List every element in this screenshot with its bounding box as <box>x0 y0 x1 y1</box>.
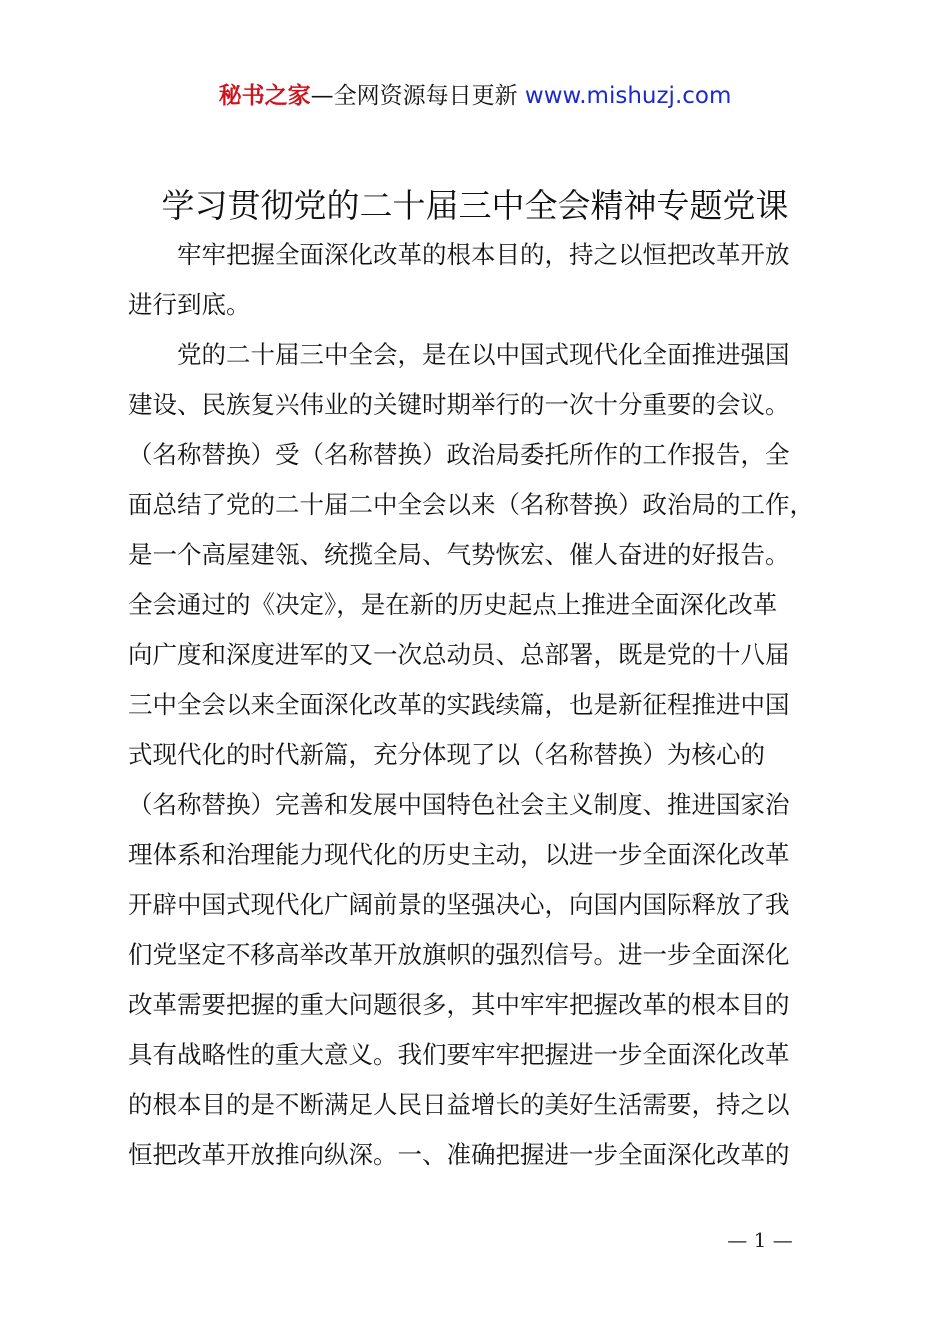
body-line: （名称替换）受（名称替换）政治局委托所作的工作报告，全 <box>128 440 790 469</box>
body-line: 的根本目的是不断满足人民日益增长的美好生活需要，持之以 <box>128 1090 790 1119</box>
body-line: 面总结了党的二十届二中全会以来（名称替换）政治局的工作， <box>128 490 814 519</box>
body-line: 式现代化的时代新篇，充分体现了以（名称替换）为核心的 <box>128 740 765 769</box>
body-line: 党的二十届三中全会，是在以中国式现代化全面推进强国 <box>128 340 790 369</box>
site-url-link[interactable]: www.mishuzj.com <box>524 83 732 109</box>
site-brand: 秘书之家 <box>218 83 311 109</box>
page-number: — 1 — <box>727 1228 793 1252</box>
body-line: 进行到底。 <box>128 290 251 319</box>
document-title: 学习贯彻党的二十届三中全会精神专题党课 <box>161 186 789 225</box>
body-line: 向广度和深度进军的又一次总动员、总部署，既是党的十八届 <box>128 640 790 669</box>
body-line: 具有战略性的重大意义。我们要牢牢把握进一步全面深化改革 <box>128 1040 790 1069</box>
body-line: 恒把改革开放推向纵深。一、准确把握进一步全面深化改革的 <box>128 1140 790 1169</box>
body-line: 们党坚定不移高举改革开放旗帜的强烈信号。进一步全面深化 <box>128 940 790 969</box>
body-line: 改革需要把握的重大问题很多，其中牢牢把握改革的根本目的 <box>128 990 790 1019</box>
site-tagline: —全网资源每日更新 <box>310 83 525 109</box>
body-line: 牢牢把握全面深化改革的根本目的，持之以恒把改革开放 <box>128 240 790 269</box>
document-body <box>128 230 833 1180</box>
body-line: 理体系和治理能力现代化的历史主动，以进一步全面深化改革 <box>128 840 790 869</box>
body-line: 是一个高屋建瓴、统揽全局、气势恢宏、催人奋进的好报告。 <box>128 540 790 569</box>
body-line: 开辟中国式现代化广阔前景的坚强决心，向国内国际释放了我 <box>128 890 790 919</box>
site-header <box>0 80 950 112</box>
body-line: 全会通过的《决定》，是在新的历史起点上推进全面深化改革 <box>128 590 778 619</box>
body-line: 三中全会以来全面深化改革的实践续篇，也是新征程推进中国 <box>128 690 790 719</box>
body-line: 建设、民族复兴伟业的关键时期举行的一次十分重要的会议。 <box>128 390 790 419</box>
body-line: （名称替换）完善和发展中国特色社会主义制度、推进国家治 <box>128 790 790 819</box>
